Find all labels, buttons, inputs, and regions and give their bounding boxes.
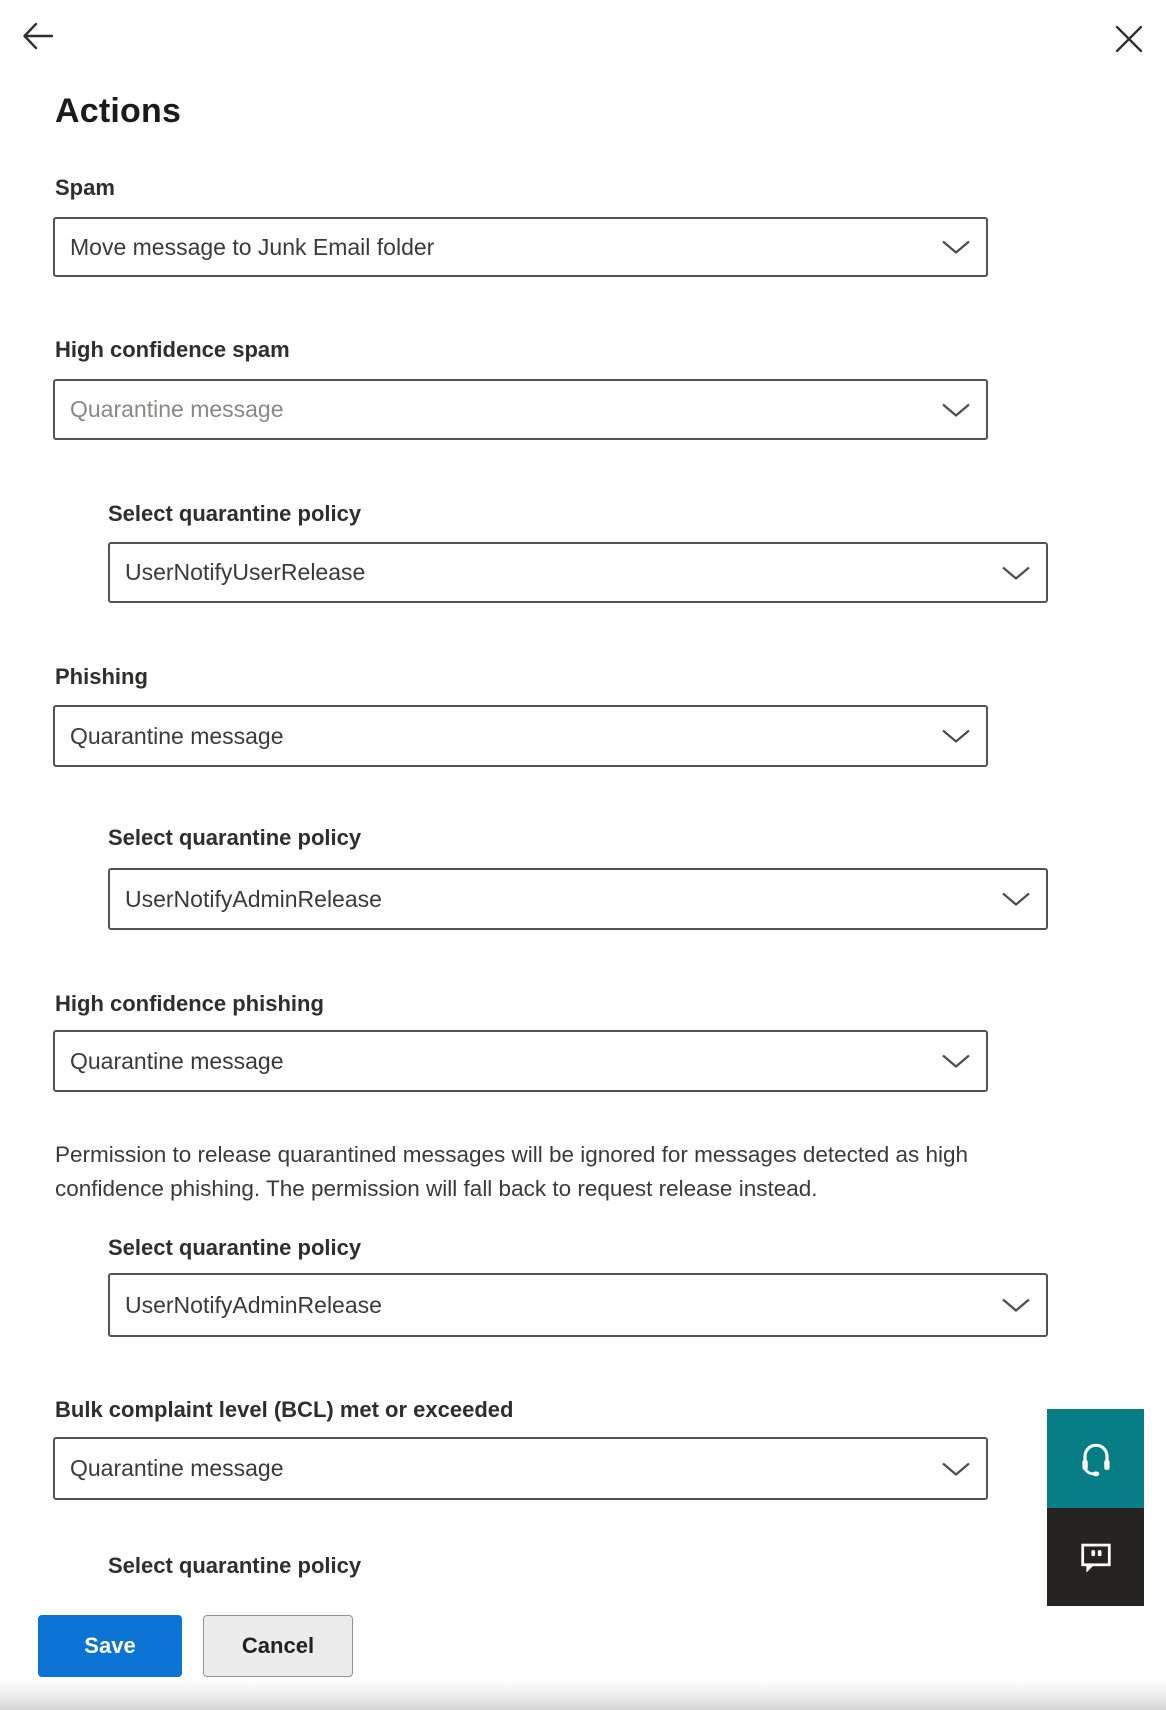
- phishing-action-select[interactable]: [53, 705, 988, 767]
- hcs-quarantine-policy-label: Select quarantine policy: [108, 501, 362, 526]
- high-confidence-phishing-label: High confidence phishing: [55, 991, 324, 1016]
- high-confidence-spam-action-select[interactable]: [53, 379, 988, 440]
- chevron-down-icon: [1001, 886, 1031, 913]
- chevron-down-icon: [1001, 1292, 1031, 1319]
- cancel-button[interactable]: Cancel: [203, 1615, 353, 1677]
- spam-action-value: Move message to Junk Email folder: [70, 233, 435, 260]
- chevron-down-icon: [941, 1455, 971, 1482]
- feedback-bubble-icon: [1074, 1535, 1118, 1579]
- hcs-quarantine-policy-value: UserNotifyUserRelease: [125, 559, 366, 585]
- footer-action-bar: [0, 1581, 1166, 1710]
- hcp-quarantine-policy-value: UserNotifyAdminRelease: [125, 1291, 382, 1318]
- high-confidence-phishing-action-select[interactable]: [53, 1030, 988, 1092]
- hcs-quarantine-policy-select[interactable]: [108, 542, 1048, 603]
- phishing-action-value: Quarantine message: [70, 722, 284, 749]
- bcl-label: Bulk complaint level (BCL) met or exceeded: [55, 1397, 514, 1422]
- hcp-quarantine-policy-select[interactable]: [108, 1273, 1048, 1337]
- bcl-action-select[interactable]: [53, 1437, 988, 1500]
- feedback-button[interactable]: [1047, 1508, 1144, 1606]
- chevron-down-icon: [941, 234, 971, 261]
- save-button[interactable]: Save: [38, 1615, 182, 1677]
- bcl-quarantine-policy-label-clipped: Select quarantine policy: [108, 1553, 362, 1578]
- high-confidence-phishing-action-value: Quarantine message: [70, 1047, 284, 1074]
- bcl-action-value: Quarantine message: [70, 1455, 284, 1481]
- phishing-quarantine-policy-label: Select quarantine policy: [108, 825, 362, 850]
- chevron-down-icon: [941, 396, 971, 423]
- hcp-quarantine-policy-label: Select quarantine policy: [108, 1235, 362, 1260]
- page-title: Actions: [55, 92, 182, 130]
- chevron-down-icon: [1001, 559, 1031, 586]
- high-confidence-spam-action-value: Quarantine message: [70, 396, 284, 422]
- phishing-quarantine-policy-value: UserNotifyAdminRelease: [125, 885, 382, 912]
- spam-action-select[interactable]: [53, 217, 988, 277]
- help-button[interactable]: [1047, 1409, 1144, 1508]
- headset-icon: [1074, 1437, 1118, 1481]
- phishing-label: Phishing: [55, 664, 148, 689]
- footer-gradient: [0, 1680, 1166, 1710]
- back-arrow-icon: [20, 42, 56, 57]
- close-icon: [1112, 44, 1146, 59]
- hcp-permission-note: Permission to release quarantined messages will be ignored for messages detected as high confidence phishing. The permission will fall back to request release instead.: [55, 1142, 969, 1201]
- phishing-quarantine-policy-select[interactable]: [108, 868, 1048, 930]
- back-button[interactable]: [20, 18, 56, 54]
- chevron-down-icon: [941, 1048, 971, 1075]
- close-button[interactable]: [1112, 22, 1146, 56]
- chevron-down-icon: [941, 723, 971, 750]
- spam-label: Spam: [55, 175, 115, 200]
- high-confidence-spam-label: High confidence spam: [55, 337, 290, 362]
